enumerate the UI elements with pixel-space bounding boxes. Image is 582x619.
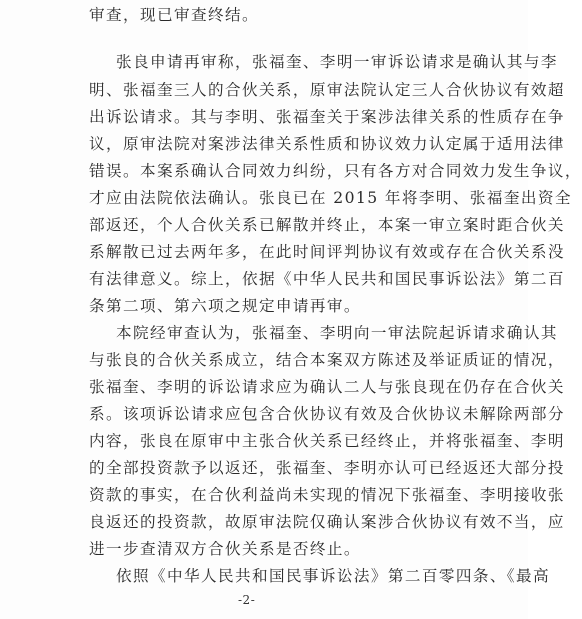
- text-line-1: 审查，现已审查终结。: [89, 6, 259, 24]
- text-line-3: 明、张福奎三人的合伙关系，原审法院认定三人合伙协议有效超: [89, 81, 565, 99]
- text-line-8: 部返还，个人合伙关系已解散并终止，本案一审立案时距合伙关: [89, 216, 565, 234]
- text-line-7: 才应由法院依法确认。张良已在 2015 年将李明、张福奎出资全: [89, 189, 572, 207]
- text-line-5: 议，原审法院对案涉法律关系性质和协议效力认定属于适用法律: [89, 135, 565, 153]
- text-line-4: 出诉讼请求。其与李明、张福奎关于案涉法律关系的性质存在争: [89, 108, 565, 126]
- text-line-18: 资款的事实，在合伙利益尚未实现的情况下张福奎、李明接收张: [89, 486, 565, 504]
- text-line-15: 系。该项诉讼请求应包含合伙协议有效及合伙协议未解除两部分: [89, 405, 565, 423]
- text-line-16: 内容，张良在原审中主张合伙关系已经终止，并将张福奎、李明: [89, 432, 565, 450]
- text-line-21: 依照《中华人民共和国民事诉讼法》第二百零四条、《最高: [116, 567, 551, 585]
- text-line-11: 条第二项、第六项之规定申请再审。: [89, 297, 361, 315]
- text-line-20: 进一步查清双方合伙关系是否终止。: [89, 540, 361, 558]
- text-line-9: 系解散已过去两年多，在此时间评判协议有效或存在合伙关系没: [89, 243, 565, 261]
- text-line-17: 的全部投资款予以返还，张福奎、李明亦认可已经返还大部分投: [89, 459, 565, 477]
- text-line-2: 张良申请再审称，张福奎、李明一审诉讼请求是确认其与李: [116, 53, 558, 71]
- text-line-13: 与张良的合伙关系成立，结合本案双方陈述及举证质证的情况，: [89, 351, 565, 369]
- text-line-6: 错误。本案系确认合同效力纠纷，只有各方对合同效力发生争议，: [89, 162, 582, 180]
- text-line-12: 本院经审查认为，张福奎、李明向一审法院起诉请求确认其: [116, 324, 558, 342]
- text-line-10: 有法律意义。综上，依据《中华人民共和国民事诉讼法》第二百: [89, 270, 565, 288]
- text-line-14: 张福奎、李明的诉讼请求应为确认二人与张良现在仍存在合伙关: [89, 378, 565, 396]
- text-line-19: 良返还的投资款，故原审法院仅确认案涉合伙协议有效不当，应: [89, 513, 565, 531]
- page-number: -2-: [238, 593, 256, 607]
